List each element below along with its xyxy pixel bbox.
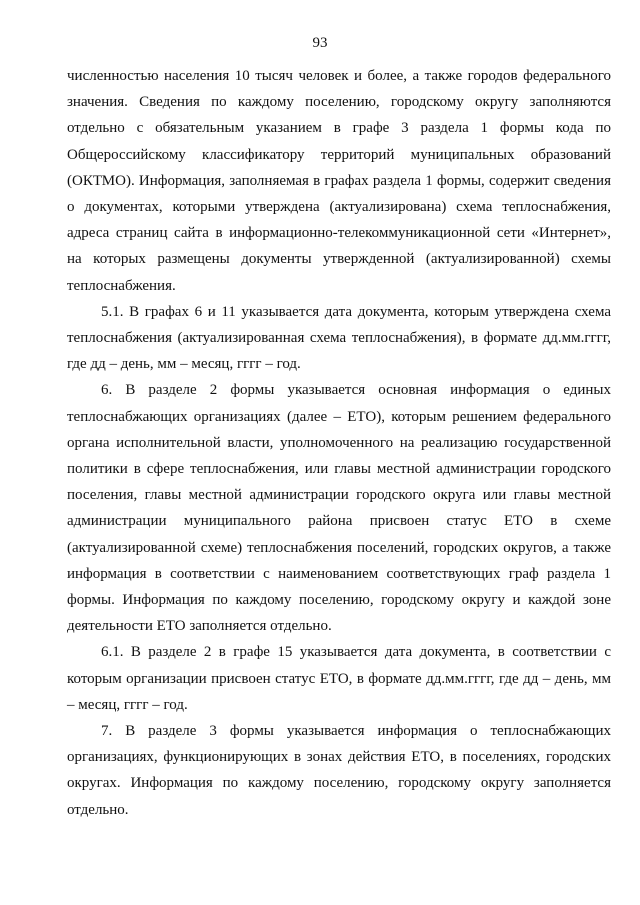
document-body bbox=[67, 63, 611, 823]
paragraph-6-1: 6.1. В разделе 2 в графе 15 указывается дата документа, в соответствии с которым организации присвоен статус ЕТО, в формате дд.мм.гггг, где дд – день, мм – месяц, гггг – год. bbox=[67, 644, 611, 713]
page-number: 93 bbox=[312, 35, 328, 51]
paragraph-6: 6. В разделе 2 формы указывается основная информация о единых теплоснабжающих организациях (далее – ЕТО), которым решением федерального органа исполнительной власти, уполномоченного на реализацию государственной политики в сфере теплоснабжения, или главы местной администрации городского поселения, главы местной администрации городского округа или главы местной администрации муниципального района присвоен статус ЕТО в схеме (актуализированной схеме) теплоснабжения поселений, городских округов, а также информация в соответствии с наименованием соответствующих граф раздела 1 формы. Информация по каждому поселению, городскому округу и каждой зоне деятельности ЕТО заполняется отдельно. bbox=[67, 382, 611, 635]
paragraph-5-1: 5.1. В графах 6 и 11 указывается дата документа, которым утверждена схема теплоснабжения (актуализированная схема теплоснабжения), в формате дд.мм.гггг, где дд – день, мм – месяц, гггг – год. bbox=[67, 303, 611, 373]
paragraph-continuation-oktmo: численностью населения 10 тысяч человек и более, а также городов федерального значения. Сведения по каждому поселению, городскому округу заполняются отдельно с обязательным указанием в графе 3 раздела 1 формы кода по Общероссийскому классификатору территорий муниципальных образований (ОКТМО). Информация, заполняемая в графах раздела 1 формы, содержит сведения о документах, которыми утверждена (актуализирована) схема теплоснабжения, адреса страниц сайта в информационно-телекоммуникационной сети «Интернет», на которых размещены документы утвержденной (актуализированной) схемы теплоснабжения. bbox=[67, 68, 611, 294]
paragraph-7: 7. В разделе 3 формы указывается информация о теплоснабжающих организациях, функционирующих в зонах действия ЕТО, в поселениях, городских округах. Информация по каждому поселению, городскому округу заполняется отдельно. bbox=[67, 723, 611, 818]
